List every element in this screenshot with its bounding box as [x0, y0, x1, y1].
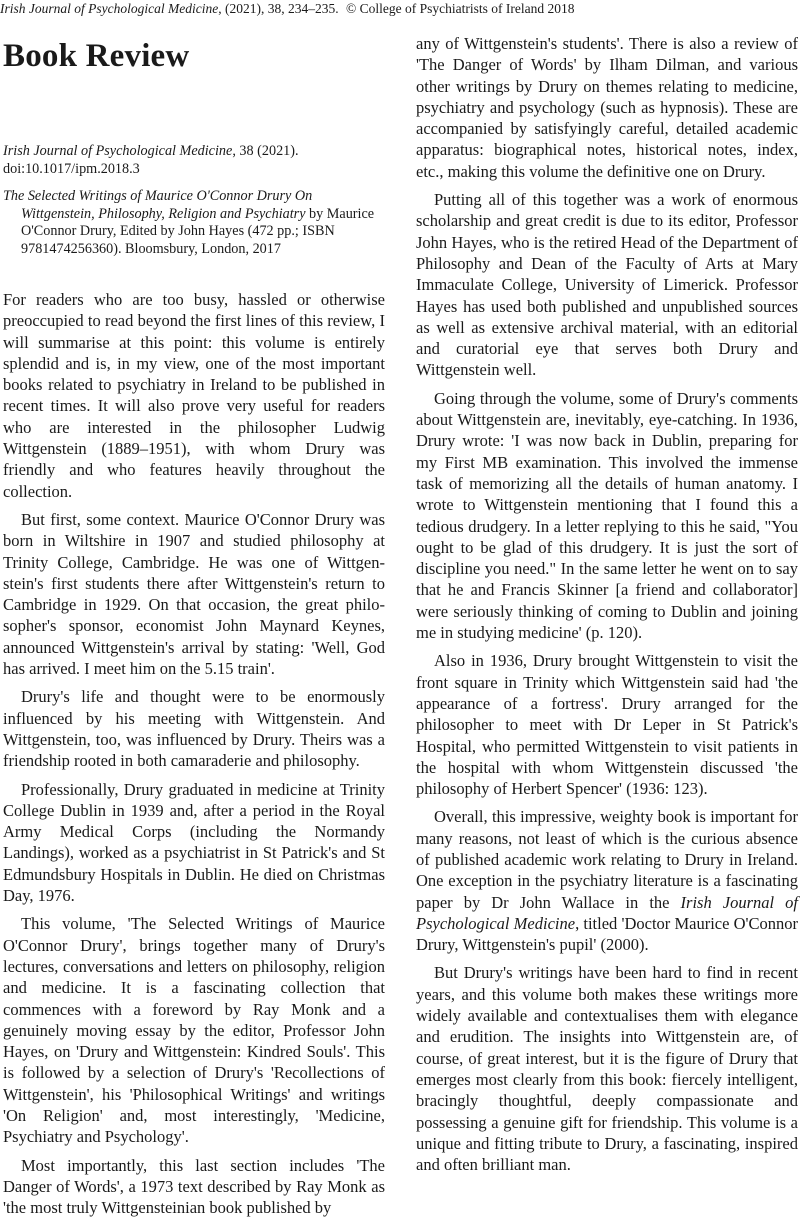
paragraph-text: Overall, this impressive, weighty book is important for many reasons, not least of which is the curious absence of published academic work relating to Drury in Ireland. One exception in the psychiatry literature is a fascinating paper by Dr John Wallace in the [416, 807, 798, 912]
body-paragraph: But first, some context. Maurice O'Connor Drury was born in Wiltshire in 1907 and studied philosophy at Trinity College, Cambridge. He was one of Wittgenstein's first students there after Wittgenstein's return to Cambridge in 1929. On that occasion, the great philosopher's sponsor, economist John Maynard Keynes, announced Wittgenstein's arrival by stating: 'Well, God has arrived. I meet him on the 5.15 train'. [3, 509, 385, 679]
body-paragraph: Most importantly, this last section includes 'The Danger of Words', a 1973 text described by Ray Monk as 'the most truly Wittgensteinian book published by [3, 1155, 385, 1218]
reviewed-book-title: The Selected Writings of Maurice O'Connor Drury On Wittgenstein, Philosophy, Religion and Psychiatry [3, 188, 313, 222]
body-paragraph-continuation: any of Wittgenstein's students'. There is also a review of 'The Danger of Words' by Ilham Dilman, and various other writings by Drury on themes relating to medicine, psychiatry and psychology (such as hypnosis). These are accompanied by satisfyingly careful, detailed academic apparatus: biographical notes, historical notes, index, etc., making this volume the definitive one on Drury. [416, 34, 798, 181]
body-paragraph: Putting all of this together was a work of enormous scholarship and great credit is due to its editor, Professor John Hayes, who is the retired Head of the Department of Philosophy and Dean of the Faculty of Arts at Mary Immaculate College, University of Limerick. Professor Hayes has used both published and unpublished sources as well as extensive archival material, with an editorial and curatorial eye that serves both Drury and Wittgenstein well. [416, 190, 798, 380]
body-paragraph: This volume, 'The Selected Writings of Maurice O'Connor Drury', brings together many of Drury's lectures, conversations and letters on philosophy, religion and medicine. It is a fascinating collection that commences with a foreword by Ray Monk and a genuinely moving essay by the editor, Professor John Hayes, on 'Drury and Wittgenstein: Kindred Souls'. This is followed by a selection of Drury's 'Recollections of Wittgenstein', his 'Philosophical Writings' and writings 'On Religion' and, most interestingly, 'Medicine, Psychiatry and Psychology'. [3, 914, 385, 1147]
page-title: Book Review [3, 38, 190, 74]
body-paragraph: For readers who are too busy, hassled or otherwise preoccupied to read beyond the first lines of this review, I will summarise at this point: this volume is entirely splendid and is, in my view, one of the most important books related to psychiatry in Ireland to be published in recent times. It will also prove very useful for readers who are interested in the philosopher Ludwig Wittgenstein (1889–1951), with whom Drury was friendly and who features heavily throughout the collection. [3, 290, 385, 501]
reviewed-book-reference [3, 188, 387, 258]
citation-volume: , 38 (2021). [232, 143, 299, 159]
body-paragraph: Professionally, Drury graduated in medicine at Trinity College Dublin in 1939 and, after a period in the Royal Army Medical Corps (including the Normandy Landings), worked as a psychiatrist in St Patrick's and St Edmundsbury Hospitals in Dublin. He died on Christmas Day, 1976. [3, 779, 385, 906]
running-head-issue: , (2021), 38, 234–235. [218, 1, 339, 16]
body-paragraph: But Drury's writings have been hard to find in recent years, and this volume both makes these writings more widely available and contextualises them with elegance and erudition. The insights into Wittgenstein are, of course, of great interest, but it is the figure of Drury that emerges most clearly from this book: fiercely intelligent, bracingly thoughtful, deeply compassionate and possessing a genuine gift for friendship. This volume is a unique and fitting tribute to Drury, a fascinating, inspired and often brilliant man. [416, 963, 798, 1175]
citation-doi: doi:10.1017/ipm.2018.3 [3, 160, 140, 177]
cited-journal-title: Irish Journal of Psychological Medicine [416, 892, 798, 933]
body-paragraph [416, 806, 798, 955]
citation-journal: Irish Journal of Psychological Medicine [3, 143, 233, 159]
running-head-copyright: © College of Psychiatrists of Ireland 2018 [346, 1, 575, 16]
body-paragraph: Also in 1936, Drury brought Wittgenstein to visit the front square in Trinity which Wittgenstein said had 'the appearance of a fortress'. Drury arranged for the philosopher to meet with Dr Leper in St Patrick's Hospital, who permitted Wittgenstein to visit patients in the hospital with whom Wittgenstein discussed 'the philosophy of Herbert Spencer' (1936: 123). [416, 651, 798, 799]
reviewed-book-details: by Maurice O'Connor Drury, Edited by John Hayes (472 pp.; ISBN 9781474256360). Bloomsbury, London, 2017 [21, 205, 375, 257]
paragraph-text: , titled 'Doctor Maurice O'Connor Drury, Wittgenstein's pupil' (2000). [416, 913, 799, 955]
running-head [0, 0, 575, 22]
body-paragraph: Drury's life and thought were to be enormously influenced by his meeting with Wittgenstein. And Wittgenstein, too, was influenced by Drury. Theirs was a friendship rooted in both camaraderie and philosophy. [3, 687, 385, 771]
citation [3, 143, 383, 178]
running-head-journal: Irish Journal of Psychological Medicine [0, 1, 219, 16]
left-column [3, 289, 385, 1225]
body-paragraph: Going through the volume, some of Drury's comments about Wittgenstein are, inevitably, eye-catching. In 1936, Drury wrote: 'I was now back in Dublin, preparing for my First MB examination. This involved the immense task of memorizing all the details of human anatomy. I wrote to Wittgenstein mentioning that I found this a tedious drudgery. In a letter replying to this he said, "You ought to be glad of this drudgery. It is just the sort of discipline you need." In the same letter he went on to say that he and Francis Skinner [a friend and collaborator] were seriously thinking of coming to Dublin and joining me in studying medicine' (p. 120). [416, 388, 798, 643]
right-column [416, 33, 798, 1182]
